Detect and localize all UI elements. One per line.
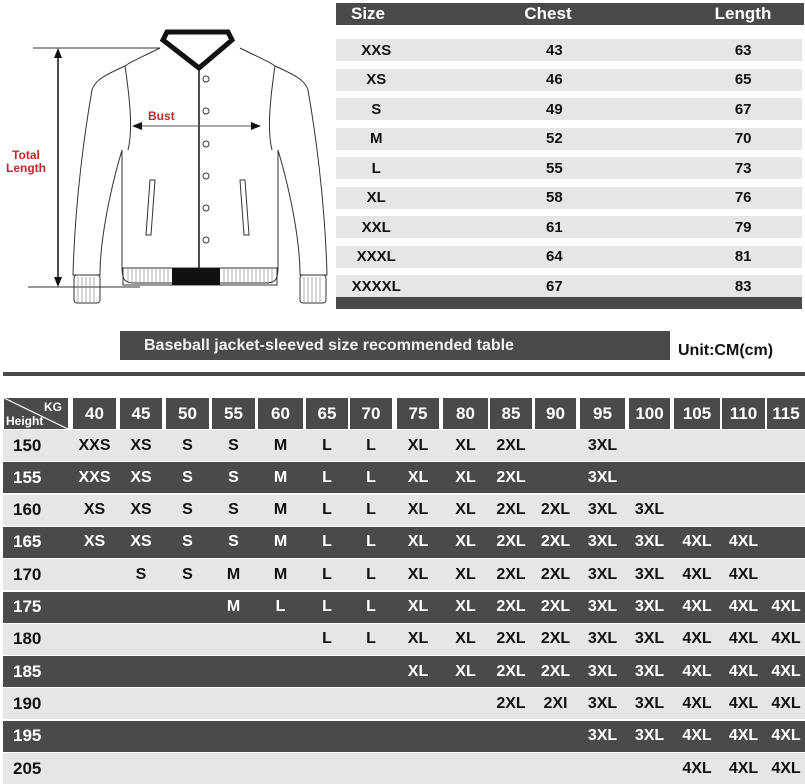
size-table-row [336, 69, 802, 91]
chest-cell: 67 [546, 277, 563, 295]
size-table-row [336, 275, 802, 297]
size-recommendation-cell: M [273, 436, 288, 454]
size-recommendation-cell: 3XL [634, 630, 665, 648]
size-recommendation-cell: 3XL [587, 727, 618, 745]
length-cell: 67 [734, 100, 752, 118]
size-recommendation-cell: S [228, 501, 239, 519]
size-recommendation-cell: 4XL [682, 694, 712, 712]
size-cell: S [371, 100, 382, 118]
size-recommendation-cell: 4XL [771, 759, 801, 777]
height-value: 195 [13, 726, 42, 746]
size-recommendation-cell: L [322, 436, 332, 454]
size-recommendation-cell: L [366, 468, 376, 486]
size-recommendation-cell: S [182, 436, 193, 454]
height-row-175 [3, 592, 805, 623]
height-row-155 [3, 462, 805, 493]
size-recommendation-cell: 3XL [587, 468, 618, 486]
height-row-170 [3, 559, 805, 590]
weight-header-70: 70 [350, 398, 392, 429]
chest-cell: 64 [546, 248, 563, 265]
size-recommendation-cell: 2XL [496, 501, 526, 519]
height-value: 185 [13, 661, 42, 681]
size-recommendation-cell: S [182, 533, 193, 551]
size-recommendation-cell: XL [407, 436, 429, 454]
size-recommendation-cell: 2XL [540, 533, 571, 551]
size-recommendation-cell: 3XL [587, 533, 618, 551]
height-row-160 [3, 495, 805, 526]
height-value: 150 [13, 435, 42, 455]
chest-cell: 43 [546, 41, 563, 59]
size-recommendation-cell: XL [455, 468, 476, 486]
recommend-table-title: Baseball jacket-sleeved size recommended table [120, 331, 670, 360]
height-value: 170 [13, 564, 42, 584]
chest-cell: 61 [546, 218, 563, 236]
size-recommendation-cell: 2XL [496, 662, 526, 680]
corner-height-label: Height [6, 414, 44, 428]
bust-label: Bust [148, 109, 175, 123]
size-recommendation-cell: XL [407, 501, 429, 519]
total-length-label: Total Length [6, 148, 46, 175]
height-row-190 [3, 688, 805, 719]
size-recommendation-cell: XS [130, 533, 152, 551]
size-recommendation-cell: S [135, 565, 147, 583]
size-recommendation-cell: XS [130, 436, 152, 454]
size-recommendation-cell: L [366, 598, 376, 615]
size-cell: XS [366, 71, 387, 88]
size-recommendation-cell: XL [407, 468, 429, 486]
size-recommendation-cell: M [226, 565, 241, 583]
size-cell: XXXL [356, 248, 396, 265]
weight-header-45: 45 [120, 398, 162, 429]
size-recommendation-cell: 2XL [496, 630, 526, 648]
size-recommendation-cell: 3XL [634, 565, 665, 583]
size-recommendation-cell: 2XL [496, 436, 526, 454]
size-cell: L [371, 159, 381, 177]
size-recommendation-cell: 4XL [728, 662, 759, 680]
corner-kg-label: KG [44, 400, 62, 414]
size-recommendation-cell: 3XL [634, 694, 665, 712]
weight-header-115: 115 [767, 398, 805, 429]
height-row-185 [3, 656, 805, 687]
size-recommendation-cell: 2XL [496, 598, 526, 615]
height-value: 155 [13, 467, 42, 487]
size-recommendation-cell: L [366, 501, 376, 519]
size-table-row [336, 128, 802, 150]
size-recommendation-cell: XL [455, 598, 476, 615]
size-cell: XL [366, 189, 386, 206]
size-recommendation-cell: 3XL [587, 565, 618, 583]
size-recommendation-cell: 4XL [771, 727, 801, 745]
height-row-150 [3, 430, 805, 461]
size-table-row [336, 187, 802, 209]
chest-cell: 58 [546, 189, 563, 206]
size-recommendation-cell: XL [455, 565, 476, 583]
jacket-drawing-icon [0, 0, 335, 310]
size-recommendation-cell: 3XL [587, 598, 618, 615]
length-cell: 76 [734, 189, 752, 206]
size-recommendation-cell: L [366, 533, 376, 551]
weight-header-105: 105 [674, 398, 720, 429]
size-recommendation-cell: L [366, 565, 376, 583]
size-recommendation-cell: 4XL [682, 565, 712, 583]
unit-label: Unit:CM(cm) [678, 342, 774, 359]
size-table-row [336, 246, 802, 268]
size-recommendation-cell: XL [407, 598, 429, 615]
size-table-row [336, 98, 802, 120]
chest-cell: 55 [546, 159, 563, 177]
size-recommendation-cell: M [226, 598, 241, 615]
size-recommendation-cell: 3XL [634, 727, 665, 745]
size-recommendation-cell: XL [455, 533, 476, 551]
size-table-row [336, 216, 802, 238]
corner-header-cell [4, 398, 68, 429]
size-table-row [336, 39, 802, 61]
weight-header-75: 75 [397, 398, 439, 429]
size-recommendation-cell: XS [83, 533, 106, 551]
size-measurement-table [336, 3, 804, 295]
length-cell: 73 [734, 159, 752, 177]
height-row-195 [3, 721, 805, 752]
weight-header-65: 65 [306, 398, 348, 429]
size-recommendation-cell: 4XL [682, 630, 712, 648]
size-recommendation-cell: 3XL [634, 533, 665, 551]
size-recommendation-cell: S [182, 468, 193, 486]
weight-header-110: 110 [722, 398, 765, 429]
chest-cell: 49 [546, 100, 563, 118]
size-recommendation-cell: XXS [78, 436, 111, 454]
size-recommendation-cell: 4XL [728, 694, 759, 712]
chest-cell: 52 [546, 130, 563, 147]
size-recommendation-cell: 4XL [728, 598, 759, 615]
weight-header-80: 80 [443, 398, 488, 429]
size-cell: M [369, 130, 383, 147]
weight-header-95: 95 [580, 398, 625, 429]
size-recommendation-cell: S [228, 533, 239, 551]
size-recommendation-cell: 2XL [540, 501, 571, 519]
size-recommendation-cell: 4XL [728, 759, 759, 777]
size-recommendation-cell: L [275, 598, 286, 615]
size-recommendation-cell: XS [130, 468, 152, 486]
size-recommendation-cell: 4XL [682, 533, 712, 551]
size-recommendation-cell: M [273, 468, 288, 486]
size-recommendation-cell: L [322, 598, 332, 615]
size-recommendation-cell: L [322, 468, 332, 486]
height-value: 180 [13, 629, 42, 649]
size-recommendation-cell: XL [407, 565, 429, 583]
size-recommendation-cell: 4XL [771, 694, 801, 712]
size-recommendation-cell: 4XL [682, 759, 712, 777]
size-recommendation-cell: 4XL [682, 727, 712, 745]
size-recommendation-cell: 2XI [543, 694, 568, 712]
weight-header-90: 90 [535, 398, 576, 429]
size-recommendation-cell: XL [455, 662, 476, 680]
size-recommendation-cell: XL [455, 630, 476, 648]
chest-cell: 46 [546, 71, 563, 88]
size-recommendation-cell: XL [455, 436, 476, 454]
size-recommendation-cell: L [366, 436, 376, 454]
size-table-header [336, 3, 804, 25]
size-recommendation-cell: L [322, 533, 332, 551]
size-recommendation-cell: XXS [78, 468, 111, 486]
size-recommendation-cell: 3XL [634, 662, 665, 680]
height-value: 160 [13, 500, 42, 520]
size-recommendation-cell: XL [407, 630, 429, 648]
height-value: 205 [13, 758, 42, 778]
length-cell: 65 [734, 71, 752, 88]
size-recommendation-cell: L [322, 630, 332, 648]
size-recommendation-cell: 3XL [587, 501, 618, 519]
weight-header-40: 40 [73, 398, 116, 429]
size-recommendation-cell: 4XL [771, 630, 801, 648]
size-recommendation-cell: 4XL [728, 727, 759, 745]
weight-header-55: 55 [212, 398, 255, 429]
length-cell: 79 [734, 218, 752, 236]
size-recommendation-cell: 2XL [540, 662, 571, 680]
size-recommendation-cell: S [228, 436, 239, 454]
size-table-row [336, 157, 802, 179]
weight-header-85: 85 [490, 398, 532, 429]
size-table-footer-band [336, 297, 802, 309]
size-recommendation-cell: L [322, 565, 332, 583]
size-recommendation-cell: M [273, 533, 288, 551]
size-recommendation-cell: 3XL [634, 501, 665, 519]
length-cell: 81 [734, 248, 752, 265]
size-recommendation-cell: 3XL [587, 436, 618, 454]
size-recommendation-cell: S [182, 565, 193, 583]
size-recommendation-cell: L [322, 501, 332, 519]
size-recommendation-cell: XL [407, 662, 429, 680]
height-row-165 [3, 527, 805, 558]
height-value: 190 [13, 693, 42, 713]
size-recommendation-cell: 3XL [587, 630, 618, 648]
size-recommendation-cell: 2XL [496, 533, 526, 551]
size-recommendation-cell: M [273, 565, 288, 583]
size-recommendation-cell: 3XL [587, 694, 618, 712]
size-recommendation-cell: L [366, 630, 376, 648]
length-cell: 70 [734, 130, 752, 147]
size-recommendation-cell: XS [83, 501, 106, 519]
size-recommendation-cell: 2XL [496, 565, 526, 583]
weight-header-100: 100 [629, 398, 670, 429]
height-row-205 [3, 753, 805, 784]
weight-header-50: 50 [166, 398, 209, 429]
size-recommendation-cell: S [182, 501, 193, 519]
header-chest: Chest [524, 4, 572, 23]
length-cell: 83 [734, 277, 752, 295]
size-recommendation-cell: 2XL [496, 694, 526, 712]
header-size: Size [350, 4, 386, 23]
size-recommendation-cell: S [228, 468, 239, 486]
size-recommendation-cell: 2XL [496, 468, 526, 486]
size-recommendation-cell: 3XL [634, 598, 665, 615]
size-recommendation-cell: 2XL [540, 630, 571, 648]
size-recommendation-cell: 4XL [771, 662, 801, 680]
size-cell: XXXXL [351, 277, 401, 295]
size-recommendation-cell: M [273, 501, 288, 519]
size-recommendation-cell: XS [130, 501, 152, 519]
size-cell: XXL [361, 218, 391, 236]
size-recommendation-cell: 4XL [728, 533, 759, 551]
height-value: 175 [13, 597, 42, 616]
jacket-illustration [0, 0, 335, 310]
height-row-180 [3, 624, 805, 655]
size-recommendation-cell: 4XL [728, 630, 759, 648]
size-recommendation-cell: XL [407, 533, 429, 551]
weight-header-60: 60 [258, 398, 303, 429]
size-recommendation-cell: 4XL [728, 565, 759, 583]
size-recommendation-cell: 2XL [540, 565, 571, 583]
section-divider [3, 372, 805, 376]
size-recommendation-cell: 4XL [682, 662, 712, 680]
header-length: Length [714, 4, 772, 23]
size-recommendation-cell: 4XL [771, 598, 801, 615]
size-cell: XXS [361, 41, 392, 59]
size-recommendation-cell: 4XL [682, 598, 712, 615]
length-cell: 63 [734, 41, 752, 59]
height-value: 165 [13, 532, 42, 552]
size-recommendation-cell: 2XL [540, 598, 571, 615]
size-recommendation-cell: XL [455, 501, 476, 519]
size-recommendation-cell: 3XL [587, 662, 618, 680]
